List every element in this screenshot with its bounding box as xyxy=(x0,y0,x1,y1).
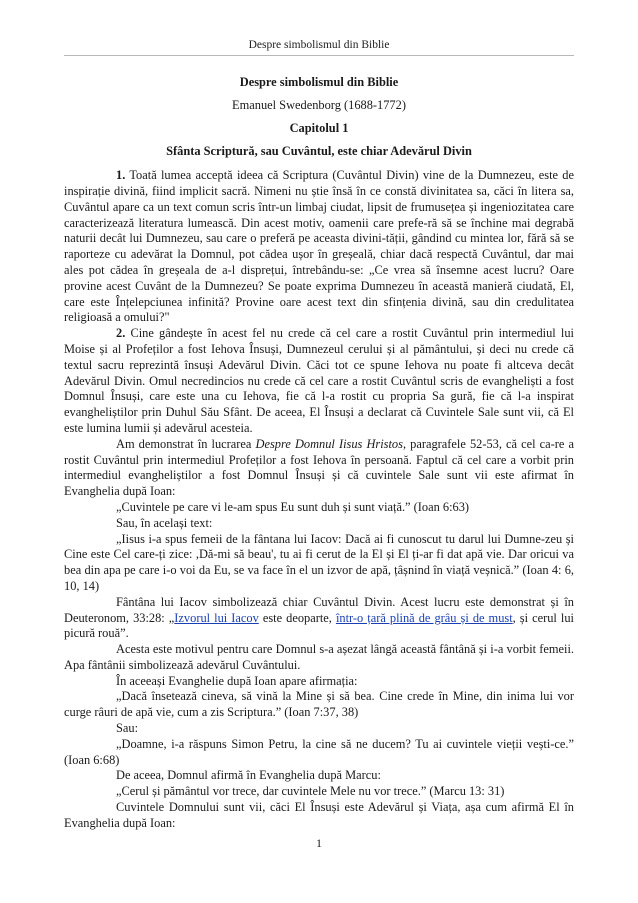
chapter-title: Sfânta Scriptură, sau Cuvântul, este chiar Adevărul Divin xyxy=(166,144,472,159)
paragraph-6: Cuvintele Domnului sunt vii, căci El Însuși este Adevărul și Viața, așa cum afirmă El în Evanghelia după Ioan: xyxy=(64,800,574,830)
link-tara-plina-de-grau[interactable]: într-o țară plină de grâu și de must xyxy=(335,610,513,625)
paragraph-5: Acesta este motivul pentru care Domnul s-a așezat lângă această fântână și i-a vorbit femeii. Apa fântânii simbolizează adevărul Cuvântului. xyxy=(64,642,574,672)
header-divider xyxy=(64,55,574,56)
statement-2: În aceeași Evanghelie după Ioan apare afirmația: xyxy=(116,673,358,688)
page-number: 1 xyxy=(316,836,322,850)
paragraph-4 xyxy=(64,595,574,642)
paragraph-number: 2. xyxy=(116,326,126,341)
quote-4: „Doamne, i-a răspuns Simon Petru, la cine să ne ducem? Tu ai cuvintele vieții vești-ce.” (Ioan 6:68) xyxy=(64,736,574,767)
statement-3: Sau: xyxy=(116,721,139,736)
quote-1: „Cuvintele pe care vi le-am spus Eu sunt duh și sunt viață.” (Ioan 6:63) xyxy=(116,499,470,514)
paragraph-text: Am demonstrat în lucrarea xyxy=(116,436,256,451)
paragraph-3 xyxy=(64,437,574,500)
running-header: Despre simbolismul din Biblie xyxy=(248,39,390,51)
quote-2: „Iisus i-a spus femeii de la fântana lui Iacov: Dacă ai fi cunoscut tu darul lui Dumne-zeu și Cine este Cel care-ți zice: ,Dă-mi să beau', tu ai fi cerut de la El și El ți-ar fi dat apă vie. Dar oricui va bea din apa pe care i-o voi da Eu, se va face în el un izvor de apă, țâșnind în viață veșnică.” (Ioan 4: 6, 10, 14) xyxy=(64,531,574,593)
paragraph-text: , și cerul lui picură rouă”. xyxy=(64,610,575,641)
link-izvorul-lui-iacov[interactable]: Izvorul lui Iacov xyxy=(174,610,259,625)
quote-5: „Cerul și pământul vor trece, dar cuvintele Mele nu vor trece.” (Marcu 13: 31) xyxy=(116,784,505,799)
chapter-heading: Capitolul 1 xyxy=(289,120,349,135)
document-title: Despre simbolismul din Biblie xyxy=(239,75,399,89)
statement-4: De aceea, Domnul afirmă în Evanghelia după Marcu: xyxy=(116,768,381,783)
statement-1: Sau, în același text: xyxy=(116,515,213,530)
paragraph-text: Toată lumea acceptă ideea că Scriptura (Cuvântul Divin) vine de la Dumnezeu, este de inspirație divină, fiind implicit sacră. Nimeni nu știe însă în ce constă divinitatea sa, căci în litera sa, Cuvântul apare ca un text comun scris într-un limbaj ciudat, lipsit de frumusețea și ingeniozitatea care caracterizează literatura lumească. Din acest motiv, oamenii care prefe-ră să se închine mai degrabă naturii decât lui Dumnezeu, sau care o preferă pe aceasta divini-tății, gândind cu mintea lor, fără să se raporteze cu adevărat la Domnul, pot cădea ușor în greșeală, chiar dacă respectă Cuvântul, dar mai ales pot cădea în greșeala de a-l disprețui, întrebându-se: „Ce vrea să însemne acest lucru? Oare provine acest Cuvânt de la Dumnezeu? Se poate exprima Dumnezeu în această manieră ciudată, El, care este Înțelepciunea infinită? Provine oare acest text din sfințenia divină, sau din credulitatea religioasă a omului?" xyxy=(64,168,574,325)
paragraph-text: paragrafele 52-53, că cel ca-re a rostit Cuvântul prin intermediul Profeților a fost Iehova în persoană. Faptul că cel care a vorbit prin intermediul evangheliștilor a fost Domnul Însuși și că cuvintele Sale sunt vii este afirmat în Evanghelia după Ioan: xyxy=(64,436,575,499)
work-title: Despre Domnul Iisus Hristos, xyxy=(255,436,407,451)
quote-3: „Dacă însetează cineva, să vină la Mine și să bea. Cine crede în Mine, din inima lui vor curge râuri de apă vie, cum a zis Scriptura.” (Ioan 7:37, 38) xyxy=(64,689,574,720)
author-line: Emanuel Swedenborg (1688-1772) xyxy=(232,97,406,112)
paragraph-1 xyxy=(64,168,574,326)
paragraph-number: 1. xyxy=(116,168,126,183)
paragraph-text: Cine gândește în acest fel nu crede că cel care a rostit Cuvântul prin intermediul lui Moise și al Profeților a fost Iehova Însuși, Dumnezeul cerului și al pământului, și deci nu crede că textul sacru reprezintă însuși Adevărul Divin. Căci tot ce spune Iehova nu poate fi altceva decât Adevărul Divin. Omul necredincios nu crede că cel care a rostit Cuvântul scris de evangheliști a fost Domnul Însuși, care este una cu Iehova, fie că l-a rostit cu propria Sa gură, fie că l-a inspirat evangheliștilor prin Duhul Său Sfânt. De aceea, El Însuși a declarat că Cuvintele Sale sunt vii, că El este lumina lumii și adevărul acesteia. xyxy=(64,326,574,435)
document-body xyxy=(64,75,574,832)
paragraph-2 xyxy=(64,326,574,437)
paragraph-text: este deoparte, xyxy=(258,610,336,625)
paragraph-text: Fântâna lui Iacov simbolizează chiar Cuvântul Divin. Acest lucru este demonstrat și în Deuteronom, 33:28: „ xyxy=(64,594,574,625)
